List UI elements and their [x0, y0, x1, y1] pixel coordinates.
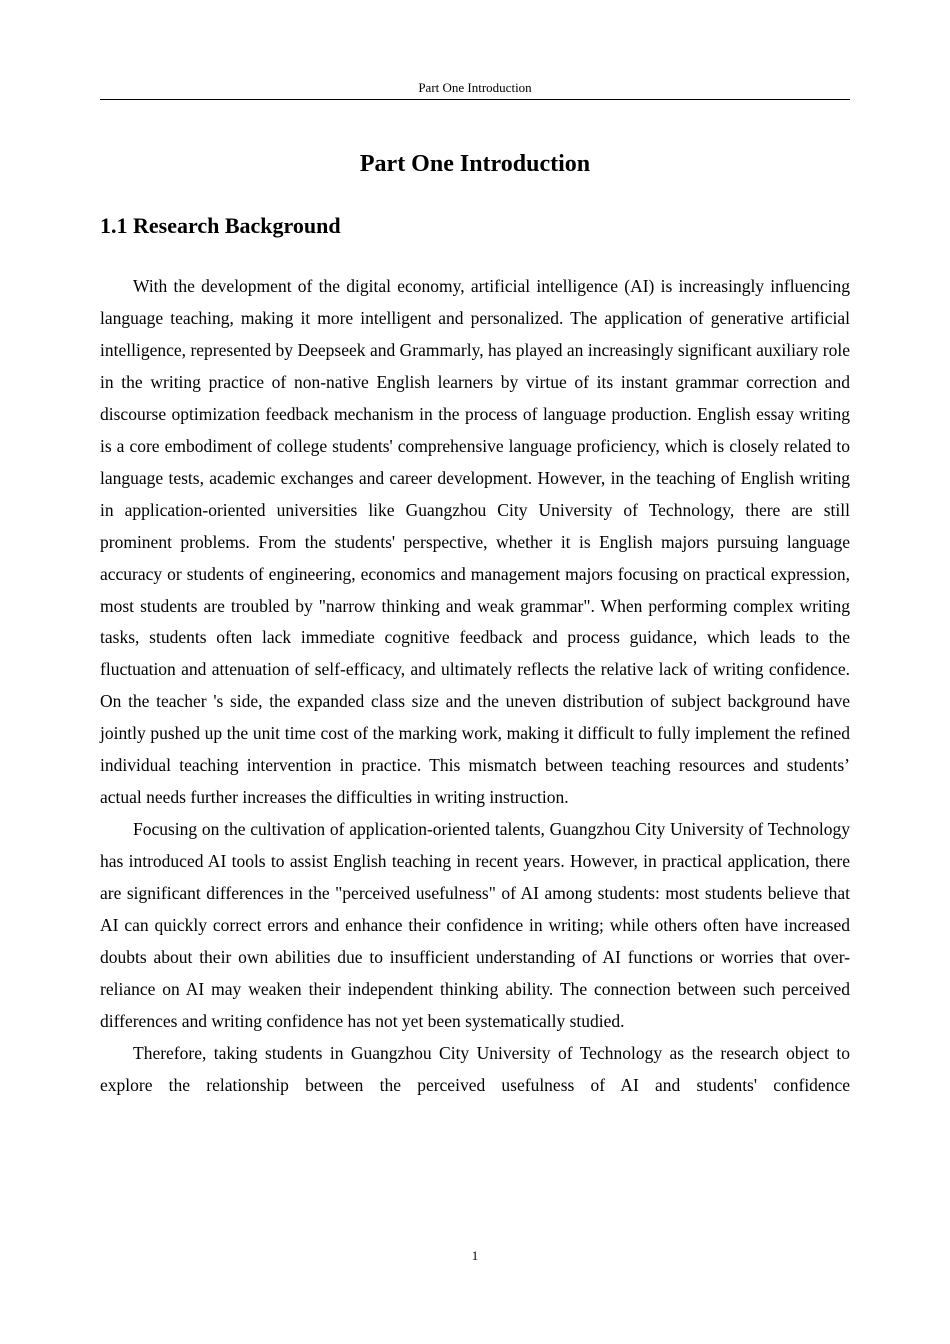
body-paragraph: With the development of the digital economy, artificial intelligence (AI) is increasingly influencing language teaching, making it more intelligent and personalized. The application of generative artificial intelligence, represented by Deepseek and Grammarly, has played an increasingly significant auxiliary role in the writing practice of non-native English learners by virtue of its instant grammar correction and discourse optimization feedback mechanism in the process of language production. English essay writing is a core embodiment of college students' comprehensive language proficiency, which is closely related to language tests, academic exchanges and career development. However, in the teaching of English writing in application-oriented universities like Guangzhou City University of Technology, there are still prominent problems. From the students' perspective, whether it is English majors pursuing language accuracy or students of engineering, economics and management majors focusing on practical expression, most students are troubled by "narrow thinking and weak grammar". When performing complex writing tasks, students often lack immediate cognitive feedback and process guidance, which leads to the fluctuation and attenuation of self-efficacy, and ultimately reflects the relative lack of writing confidence. On the teacher 's side, the expanded class size and the uneven distribution of subject background have jointly pushed up the unit time cost of the marking work, making it difficult to fully implement the refined individual teaching intervention in practice. This mismatch between teaching resources and students’ actual needs further increases the difficulties in writing instruction. — [100, 276, 850, 808]
page-number: 1 — [471, 1248, 479, 1263]
body-text — [100, 271, 850, 1102]
running-header: Part One Introduction — [418, 80, 532, 95]
section-title: 1.1 Research Background — [100, 213, 341, 238]
header-divider — [100, 99, 850, 100]
body-paragraph: Therefore, taking students in Guangzhou City University of Technology as the research object to explore the relationship between the perceived usefulness of AI and students' confidence — [100, 1042, 850, 1095]
chapter-title: Part One Introduction — [359, 151, 591, 177]
body-paragraph: Focusing on the cultivation of application-oriented talents, Guangzhou City University of Technology has introduced AI tools to assist English teaching in recent years. However, in practical application, there are significant differences in the "perceived usefulness" of AI among students: most students believe that AI can quickly correct errors and enhance their confidence in writing; while others often have increased doubts about their own abilities due to insufficient understanding of AI functions or worries that over-reliance on AI may weaken their independent thinking ability. The connection between such perceived differences and writing confidence has not yet been systematically studied. — [100, 819, 850, 1031]
